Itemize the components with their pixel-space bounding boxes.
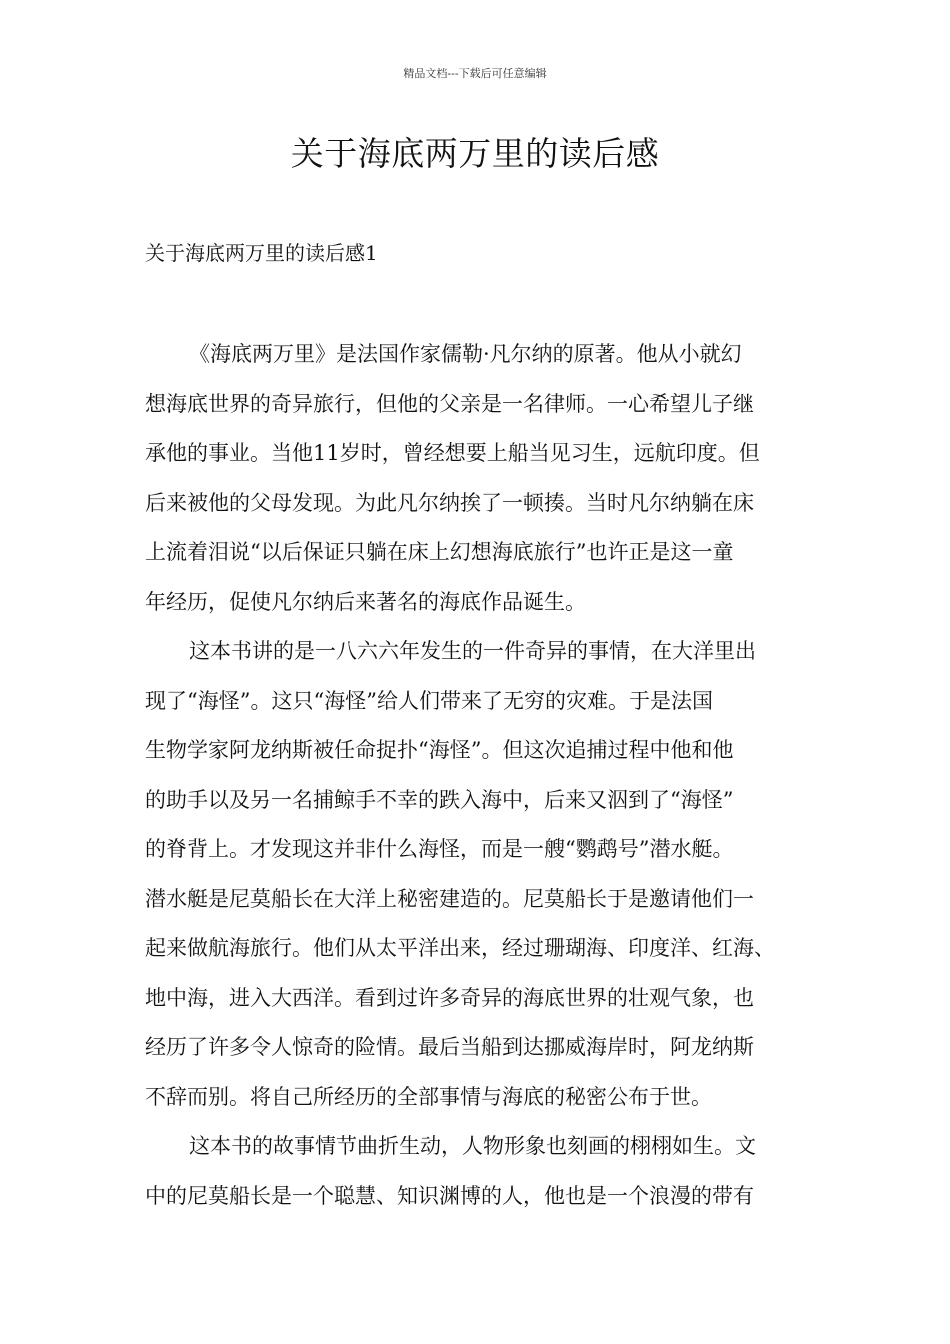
text-line: 地中海，进入大西洋。看到过许多奇异的海底世界的壮观气象，也 (145, 985, 754, 1010)
text-line: 年经历，促使凡尔纳后来著名的海底作品诞生。 (145, 589, 586, 614)
text-line: 的脊背上。才发现这并非什么海怪，而是一艘“鹦鹉号”潜水艇。 (145, 837, 734, 861)
text-line: 这本书讲的是一八六六年发生的一件奇异的事情，在大洋里出 (189, 639, 756, 663)
text-line: 潜水艇是尼莫船长在大洋上秘密建造的。尼莫船长于是邀请他们一 (145, 886, 754, 911)
text-line: 《海底两万里》是法国作家儒勒·凡尔纳的原著。他从小就幻 (189, 342, 742, 366)
document-title: 关于海底两万里的读后感 (290, 134, 660, 173)
text-line: 不辞而别。将自己所经历的全部事情与海底的秘密公布于世。 (145, 1084, 712, 1109)
section-heading: 关于海底两万里的读后感1 (145, 241, 378, 265)
text-line: 起来做航海旅行。他们从太平洋出来，经过珊瑚海、印度洋、红海、 (145, 936, 775, 960)
text-line: 承他的事业。当他11岁时，曾经想要上船当见习生，远航印度。但 (145, 441, 760, 465)
text-line: 后来被他的父母发现。为此凡尔纳挨了一顿揍。当时凡尔纳躺在床 (145, 490, 754, 515)
text-line: 这本书的故事情节曲折生动，人物形象也刻画的栩栩如生。文 (189, 1134, 756, 1158)
text-line: 生物学家阿龙纳斯被任命捉扑“海怪”。但这次追捕过程中他和他 (145, 738, 734, 762)
text-line: 现了“海怪”。这只“海怪”给人们带来了无穷的灾难。于是法国 (145, 688, 713, 713)
text-line: 想海底世界的奇异旅行，但他的父亲是一名律师。一心希望儿子继 (145, 391, 754, 416)
text-line: 的助手以及另一名捕鲸手不幸的跌入海中，后来又泅到了“海怪” (145, 787, 734, 812)
text-line: 上流着泪说“以后保证只躺在床上幻想海底旅行”也许正是这一童 (145, 540, 734, 564)
text-line: 经历了许多令人惊奇的险情。最后当船到达挪威海岸时，阿龙纳斯 (145, 1035, 754, 1059)
body-text (145, 330, 825, 1221)
header-note: 精品文档---下载后可任意编辑 (403, 67, 547, 80)
text-line: 中的尼莫船长是一个聪慧、知识渊博的人，他也是一个浪漫的带有 (145, 1183, 754, 1208)
